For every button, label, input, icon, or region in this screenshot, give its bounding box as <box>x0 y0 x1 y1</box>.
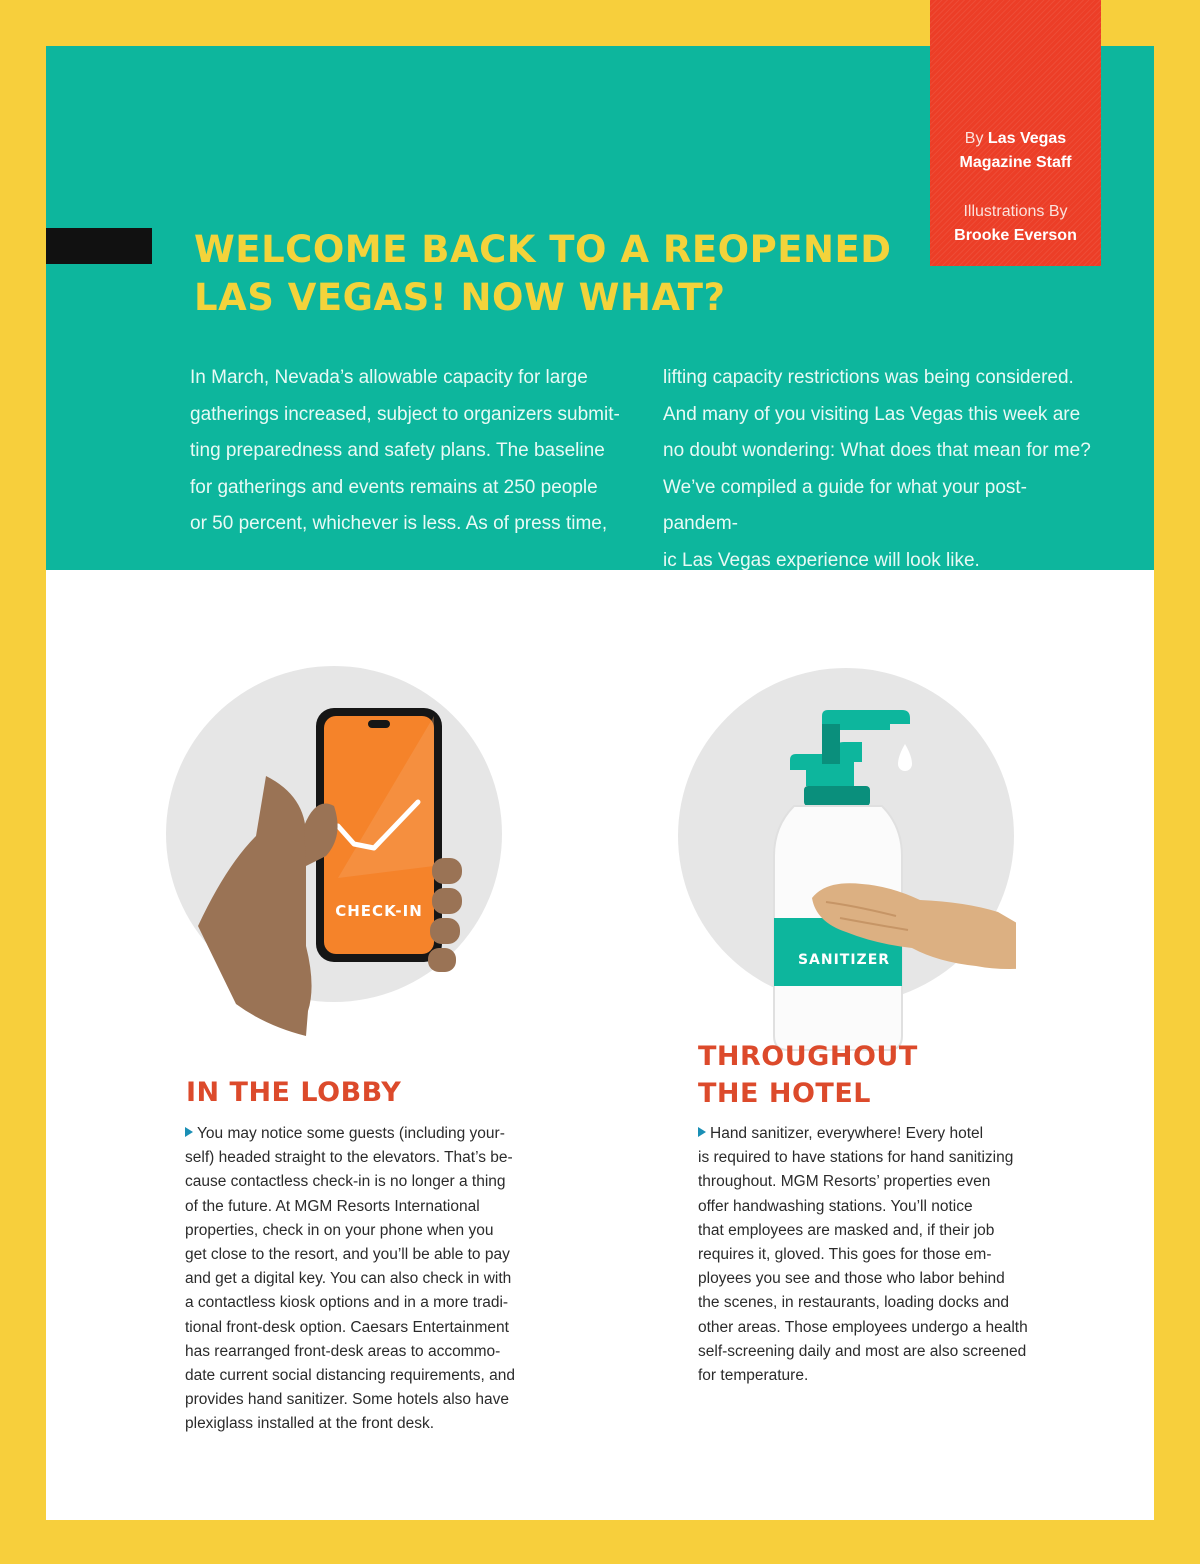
bottle-neck <box>804 786 870 806</box>
illustrator-credit <box>930 200 1101 248</box>
finger <box>428 948 456 972</box>
illustrations-label: Illustrations By <box>963 203 1068 220</box>
body-line: requires it, gloved. This goes for those em- <box>698 1246 992 1264</box>
phone-screen-label: CHECK-IN <box>335 902 423 920</box>
intro-line: ting preparedness and safety plans. The baseline <box>190 440 605 461</box>
body-line: and get a digital key. You can also check in with <box>185 1270 512 1288</box>
intro-column-2 <box>663 360 1093 579</box>
pump-stem <box>822 724 840 764</box>
intro-line: or 50 percent, whichever is less. As of press time, <box>190 513 608 534</box>
finger <box>430 918 460 944</box>
title-line-1: WELCOME BACK TO A REOPENED <box>194 228 892 271</box>
heading-line: THE HOTEL <box>698 1078 871 1109</box>
body-line: date current social distancing requirements, and <box>185 1367 515 1385</box>
body-line: self) headed straight to the elevators. That’s be- <box>185 1149 513 1167</box>
body-line: offer handwashing stations. You’ll notice <box>698 1197 973 1215</box>
illustrator-name: Brooke Everson <box>954 227 1077 244</box>
body-line: ployees you see and those who labor behind <box>698 1270 1005 1288</box>
bottle-label-text: SANITIZER <box>797 952 891 968</box>
body-line: Hand sanitizer, everywhere! Every hotel <box>710 1125 984 1142</box>
body-line: get close to the resort, and you’ll be able to pay <box>185 1246 510 1264</box>
phone-checkin-illustration <box>166 666 506 1066</box>
body-line: of the future. At MGM Resorts International <box>185 1197 480 1215</box>
magazine-page <box>46 46 1154 1520</box>
section-body-hotel <box>698 1122 1058 1388</box>
body-line: other areas. Those employees undergo a health <box>698 1318 1028 1336</box>
body-line: cause contactless check-in is no longer a thing <box>185 1173 506 1191</box>
body-line: for temperature. <box>698 1367 809 1385</box>
play-arrow-icon <box>185 1127 193 1137</box>
byline-ribbon <box>930 0 1101 266</box>
article-title <box>194 226 914 322</box>
play-arrow-icon <box>698 1127 706 1137</box>
section-body-lobby <box>185 1122 545 1437</box>
intro-line: ic Las Vegas experience will look like. <box>663 549 980 571</box>
intro-line: no doubt wondering: What does that mean for me? <box>663 440 1091 461</box>
body-line: tional front-desk option. Caesars Entertainment <box>185 1318 509 1336</box>
phone-notch <box>368 720 390 728</box>
title-line-2: LAS VEGAS! NOW WHAT? <box>194 276 726 319</box>
section-heading-hotel <box>698 1038 918 1112</box>
body-line: a contactless kiosk options and in a more tradi- <box>185 1294 509 1312</box>
body-line: You may notice some guests (including your- <box>197 1125 505 1142</box>
intro-line: for gatherings and events remains at 250 people <box>190 476 598 498</box>
body-line: the scenes, in restaurants, loading docks and <box>698 1294 1010 1312</box>
heading-line: THROUGHOUT <box>698 1041 918 1072</box>
finger <box>432 858 462 884</box>
intro-line: We’ve compiled a guide for what your post-pandem- <box>663 476 1027 534</box>
body-line: has rearranged front-desk areas to accommo- <box>185 1342 501 1360</box>
heading-line: IN THE LOBBY <box>186 1077 402 1108</box>
intro-line: And many of you visiting Las Vegas this week are <box>663 403 1081 425</box>
intro-line: In March, Nevada’s allowable capacity for large <box>190 367 588 388</box>
body-line: plexiglass installed at the front desk. <box>185 1415 434 1433</box>
author-name-line-1: Las Vegas <box>987 130 1067 147</box>
section-heading-lobby <box>186 1074 401 1111</box>
body-line: that employees are masked and, if their job <box>698 1221 995 1239</box>
body-line: provides hand sanitizer. Some hotels also have <box>185 1391 509 1409</box>
intro-line: gatherings increased, subject to organizers submit- <box>190 403 620 425</box>
intro-line: lifting capacity restrictions was being considered. <box>663 367 1074 388</box>
by-prefix: By <box>964 130 984 147</box>
sanitizer-illustration <box>676 666 1016 1066</box>
author-name-line-2: Magazine Staff <box>959 154 1072 171</box>
author-credit <box>930 127 1101 175</box>
body-line: throughout. MGM Resorts’ properties even <box>698 1173 991 1191</box>
finger <box>432 888 462 914</box>
section-tab-marker <box>46 228 152 264</box>
body-line: properties, check in on your phone when you <box>185 1221 494 1239</box>
body-line: is required to have stations for hand sanitizing <box>698 1149 1014 1167</box>
body-line: self-screening daily and most are also screened <box>698 1342 1027 1360</box>
intro-column-1 <box>190 360 620 543</box>
